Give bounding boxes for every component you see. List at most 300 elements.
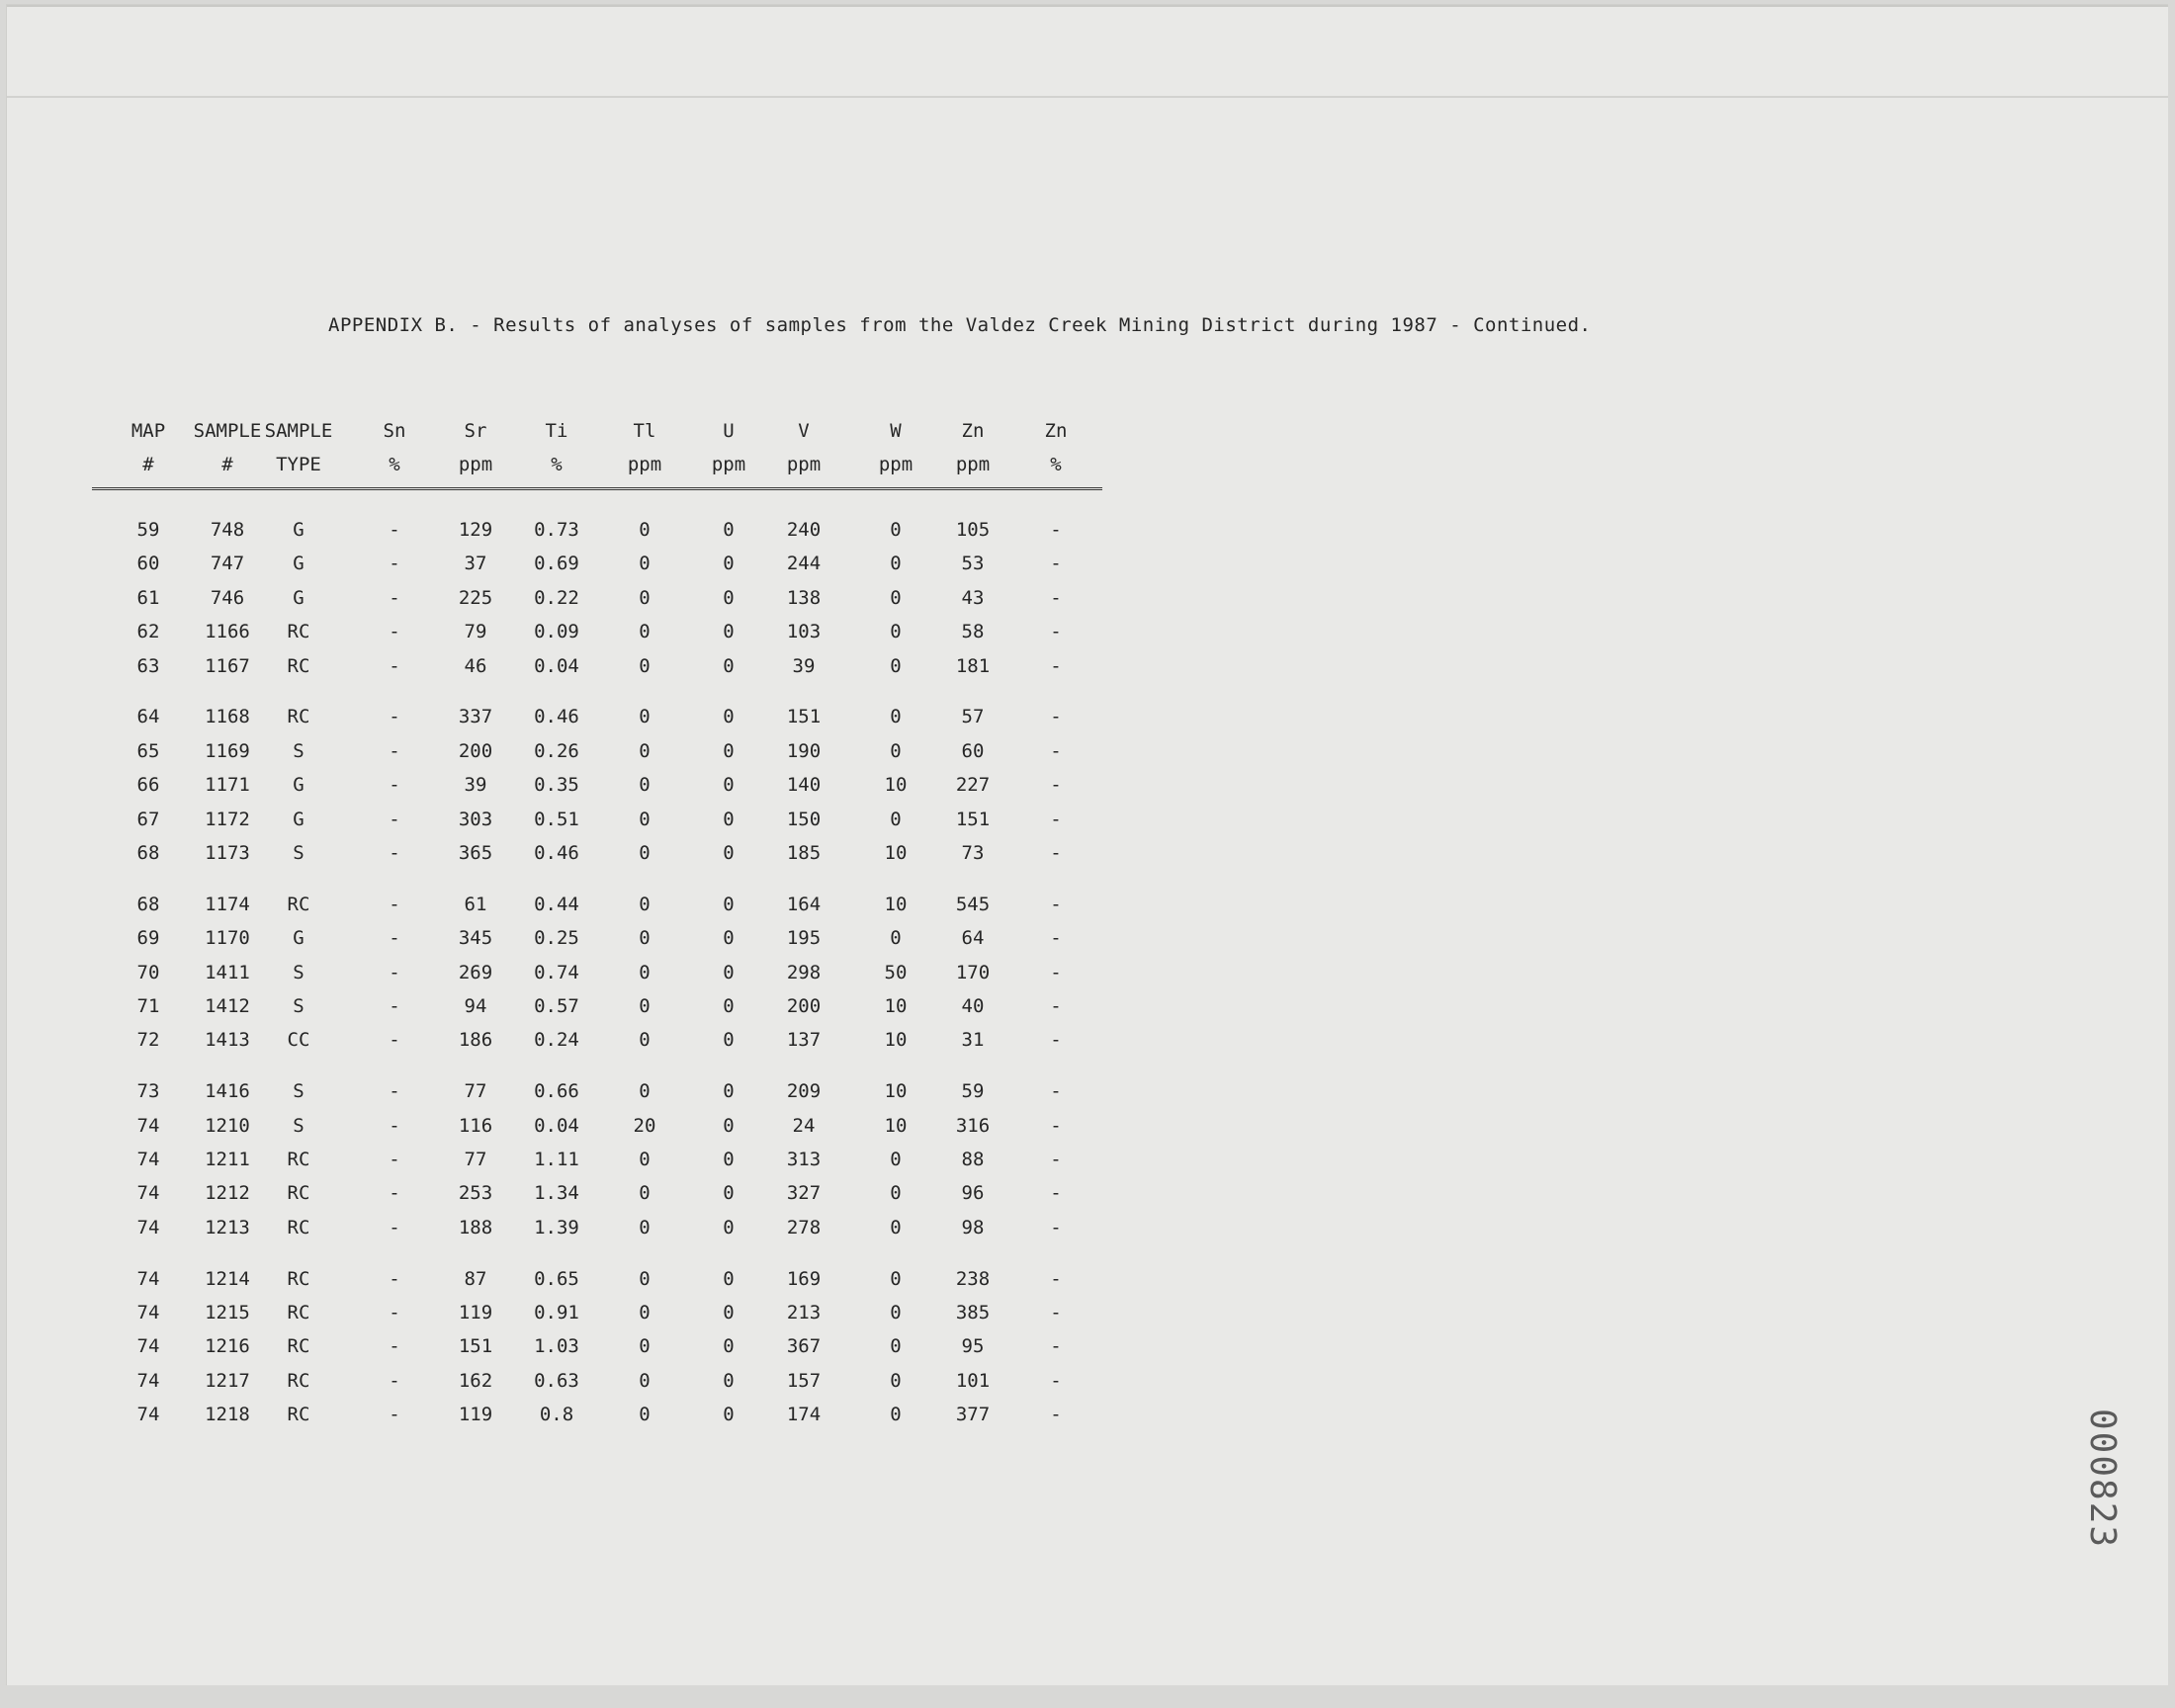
table-cell: - (1050, 1302, 1062, 1324)
table-cell: 0 (723, 706, 735, 728)
table-cell: 164 (786, 893, 822, 915)
column-header-top: SAMPLE (193, 420, 262, 442)
table-cell: 0.35 (534, 774, 579, 797)
table-cell: 1170 (205, 927, 250, 950)
table-cell: 0 (723, 1182, 735, 1205)
table-cell: 50 (884, 961, 908, 983)
table-cell: 278 (786, 1216, 822, 1238)
column-header-top: Zn (961, 420, 985, 442)
table-cell: 0 (890, 739, 902, 762)
table-cell: 0.51 (534, 808, 579, 830)
table-cell: - (1050, 1267, 1062, 1290)
table-cell: 138 (786, 586, 822, 609)
table-cell: 0 (723, 927, 735, 950)
table-cell: 190 (786, 739, 822, 762)
table-cell: 0 (723, 586, 735, 609)
table-cell: RC (287, 1149, 310, 1170)
table-cell: G (293, 519, 304, 541)
column-header-unit: TYPE (276, 454, 321, 475)
table-cell: 0.65 (534, 1267, 579, 1290)
table-cell: 1167 (205, 654, 250, 677)
table-cell: 0 (890, 586, 902, 609)
table-cell: RC (287, 1267, 310, 1290)
table-cell: S (293, 739, 304, 762)
table-cell: - (389, 1404, 400, 1426)
table-cell: - (389, 519, 400, 541)
table-cell: 119 (458, 1302, 493, 1324)
column-header-top: Sr (464, 420, 487, 442)
table-cell: 1213 (205, 1216, 250, 1238)
table-cell: 186 (458, 1029, 493, 1052)
table-cell: 66 (136, 774, 160, 797)
table-cell: S (293, 1114, 304, 1137)
table-cell: 0.66 (534, 1080, 579, 1103)
table-cell: 1169 (205, 739, 250, 762)
table-cell: 77 (464, 1149, 487, 1170)
table-cell: 74 (136, 1404, 160, 1426)
table-cell: 74 (136, 1114, 160, 1137)
table-cell: 20 (633, 1114, 656, 1137)
table-cell: 0 (723, 774, 735, 797)
table-cell: 313 (786, 1149, 822, 1170)
table-cell: 39 (792, 654, 816, 677)
table-cell: 151 (955, 808, 991, 830)
table-cell: 0 (890, 1369, 902, 1392)
table-cell: - (1050, 1335, 1062, 1358)
table-cell: 74 (136, 1149, 160, 1170)
table-cell: 10 (884, 995, 908, 1017)
table-cell: 0 (723, 808, 735, 830)
table-cell: 10 (884, 893, 908, 915)
table-cell: 140 (786, 774, 822, 797)
table-cell: 119 (458, 1404, 493, 1426)
table-cell: 1166 (205, 621, 250, 643)
table-cell: 0 (723, 1029, 735, 1052)
table-cell: 129 (458, 519, 493, 541)
table-cell: G (293, 927, 304, 950)
table-cell: 213 (786, 1302, 822, 1324)
table-cell: 69 (136, 927, 160, 950)
table-cell: 1416 (205, 1080, 250, 1103)
table-cell: 269 (458, 961, 493, 983)
table-cell: 0 (890, 621, 902, 643)
table-cell: 0 (890, 808, 902, 830)
table-cell: 0 (890, 1216, 902, 1238)
table-cell: 0 (639, 1080, 651, 1103)
table-cell: 0 (639, 706, 651, 728)
table-cell: 79 (464, 621, 487, 643)
table-cell: 1217 (205, 1369, 250, 1392)
table-cell: 10 (884, 774, 908, 797)
table-cell: 72 (136, 1029, 160, 1052)
column-header-top: Ti (545, 420, 568, 442)
table-cell: 1.03 (534, 1335, 579, 1358)
table-cell: 67 (136, 808, 160, 830)
table-cell: S (293, 1080, 304, 1103)
page-title: APPENDIX B. - Results of analyses of samples from the Valdez Creek Mining District during 1987 - Continued. (328, 314, 1592, 336)
table-cell: 58 (961, 621, 985, 643)
table-cell: 0 (723, 739, 735, 762)
table-cell: - (1050, 1182, 1062, 1205)
table-cell: 1214 (205, 1267, 250, 1290)
table-cell: 0.63 (534, 1369, 579, 1392)
table-cell: 96 (961, 1182, 985, 1205)
table-cell: 74 (136, 1335, 160, 1358)
table-cell: G (293, 586, 304, 609)
table-cell: 151 (458, 1335, 493, 1358)
table-cell: 162 (458, 1369, 493, 1392)
table-cell: 73 (961, 842, 985, 864)
table-cell: 1.11 (534, 1149, 579, 1170)
table-cell: 1.39 (534, 1216, 579, 1238)
table-cell: - (1050, 995, 1062, 1017)
table-cell: 74 (136, 1182, 160, 1205)
table-cell: 1172 (205, 808, 250, 830)
table-cell: 70 (136, 961, 160, 983)
table-cell: 59 (961, 1080, 985, 1103)
table-cell: 0 (723, 1267, 735, 1290)
table-cell: 0.74 (534, 961, 579, 983)
table-cell: RC (287, 654, 310, 677)
table-cell: 0.73 (534, 519, 579, 541)
table-cell: 0.8 (539, 1404, 574, 1426)
table-cell: 59 (136, 519, 160, 541)
table-cell: 10 (884, 1080, 908, 1103)
table-cell: 103 (786, 621, 822, 643)
column-header-top: Sn (383, 420, 406, 442)
table-cell: 0 (639, 774, 651, 797)
table-cell: 0 (723, 553, 735, 575)
column-header-unit: ppm (711, 454, 746, 475)
column-header-unit: # (221, 454, 233, 475)
table-cell: - (389, 961, 400, 983)
table-cell: - (1050, 1114, 1062, 1137)
table-cell: 0.09 (534, 621, 579, 643)
table-cell: 0.04 (534, 1114, 579, 1137)
table-cell: 0.26 (534, 739, 579, 762)
table-cell: 68 (136, 893, 160, 915)
table-cell: 10 (884, 1114, 908, 1137)
table-cell: - (1050, 893, 1062, 915)
column-header-top: MAP (130, 420, 166, 442)
table-cell: RC (287, 893, 310, 915)
table-cell: 0 (723, 1404, 735, 1426)
table-cell: - (389, 706, 400, 728)
column-header-top: Zn (1044, 420, 1068, 442)
table-cell: - (389, 739, 400, 762)
table-cell: 337 (458, 706, 493, 728)
table-cell: 46 (464, 654, 487, 677)
table-cell: 0 (639, 586, 651, 609)
table-cell: 74 (136, 1267, 160, 1290)
table-cell: 0.22 (534, 586, 579, 609)
column-header-unit: ppm (878, 454, 914, 475)
table-cell: 0.44 (534, 893, 579, 915)
table-cell: 0 (639, 842, 651, 864)
table-cell: 0 (723, 1369, 735, 1392)
table-cell: 65 (136, 739, 160, 762)
table-cell: 0 (639, 1267, 651, 1290)
column-header-unit: % (389, 454, 400, 475)
table-cell: 10 (884, 1029, 908, 1052)
table-cell: 0 (890, 1404, 902, 1426)
table-cell: - (1050, 586, 1062, 609)
table-cell: - (1050, 961, 1062, 983)
table-cell: 88 (961, 1149, 985, 1170)
table-cell: 157 (786, 1369, 822, 1392)
table-cell: - (1050, 808, 1062, 830)
table-cell: 225 (458, 586, 493, 609)
table-cell: 1212 (205, 1182, 250, 1205)
table-cell: - (1050, 1149, 1062, 1170)
column-header-unit: ppm (955, 454, 991, 475)
table-cell: - (1050, 739, 1062, 762)
table-cell: 0 (639, 995, 651, 1017)
table-cell: 0 (639, 553, 651, 575)
table-cell: 0 (639, 1369, 651, 1392)
table-cell: 64 (136, 706, 160, 728)
table-cell: 74 (136, 1216, 160, 1238)
table-cell: 24 (792, 1114, 816, 1137)
table-cell: RC (287, 706, 310, 728)
table-cell: RC (287, 1182, 310, 1205)
table-cell: 0 (890, 1182, 902, 1205)
table-cell: 0 (639, 519, 651, 541)
table-cell: 62 (136, 621, 160, 643)
results-table (7, 5, 2168, 1685)
table-cell: 244 (786, 553, 822, 575)
table-cell: - (389, 995, 400, 1017)
table-cell: 150 (786, 808, 822, 830)
page-stamp: 000823 (2082, 1409, 2123, 1550)
table-cell: 0 (723, 1149, 735, 1170)
table-cell: G (293, 553, 304, 575)
document-page (6, 4, 2168, 1685)
table-cell: - (389, 1216, 400, 1238)
table-cell: 137 (786, 1029, 822, 1052)
table-cell: 0 (890, 927, 902, 950)
table-cell: 188 (458, 1216, 493, 1238)
column-header-top: Tl (633, 420, 656, 442)
table-cell: 0 (723, 1216, 735, 1238)
table-cell: 1.34 (534, 1182, 579, 1205)
table-cell: 0 (639, 1182, 651, 1205)
table-cell: 0 (890, 1302, 902, 1324)
table-cell: 0 (639, 1404, 651, 1426)
table-cell: 74 (136, 1302, 160, 1324)
table-cell: - (1050, 1369, 1062, 1392)
table-cell: 101 (955, 1369, 991, 1392)
table-cell: G (293, 774, 304, 797)
table-cell: 747 (210, 553, 245, 575)
table-cell: - (1050, 1216, 1062, 1238)
table-cell: 0 (723, 995, 735, 1017)
table-cell: 0 (639, 1302, 651, 1324)
table-cell: 0.91 (534, 1302, 579, 1324)
table-cell: 181 (955, 654, 991, 677)
table-cell: 39 (464, 774, 487, 797)
table-cell: 195 (786, 927, 822, 950)
table-cell: S (293, 842, 304, 864)
table-cell: 74 (136, 1369, 160, 1392)
table-cell: 0 (639, 739, 651, 762)
table-cell: 0.46 (534, 706, 579, 728)
table-cell: 0 (723, 519, 735, 541)
table-cell: - (389, 1267, 400, 1290)
table-cell: 60 (961, 739, 985, 762)
column-header-unit: ppm (786, 454, 822, 475)
table-cell: 1168 (205, 706, 250, 728)
table-cell: 200 (786, 995, 822, 1017)
table-cell: 0 (723, 654, 735, 677)
column-header-top: U (723, 420, 735, 442)
table-cell: 748 (210, 519, 245, 541)
table-cell: 1173 (205, 842, 250, 864)
table-cell: 365 (458, 842, 493, 864)
table-cell: 0 (723, 842, 735, 864)
table-cell: 116 (458, 1114, 493, 1137)
table-cell: 1174 (205, 893, 250, 915)
table-cell: S (293, 995, 304, 1017)
column-header-top: SAMPLE (264, 420, 333, 442)
table-cell: 1211 (205, 1149, 250, 1170)
table-cell: - (1050, 654, 1062, 677)
table-cell: 151 (786, 706, 822, 728)
table-cell: 0.57 (534, 995, 579, 1017)
table-cell: RC (287, 621, 310, 643)
table-cell: - (389, 893, 400, 915)
table-cell: 31 (961, 1029, 985, 1052)
table-cell: 1412 (205, 995, 250, 1017)
table-cell: 94 (464, 995, 487, 1017)
table-cell: 0 (639, 621, 651, 643)
table-cell: 37 (464, 553, 487, 575)
table-cell: 0 (639, 654, 651, 677)
table-cell: - (1050, 1029, 1062, 1052)
table-cell: 61 (464, 893, 487, 915)
table-cell: 345 (458, 927, 493, 950)
table-cell: 0.25 (534, 927, 579, 950)
table-cell: - (389, 1302, 400, 1324)
table-cell: 105 (955, 519, 991, 541)
table-cell: G (293, 808, 304, 830)
table-cell: 0 (890, 519, 902, 541)
table-cell: 0 (723, 1080, 735, 1103)
table-cell: 238 (955, 1267, 991, 1290)
table-cell: 0 (639, 808, 651, 830)
table-cell: 0.46 (534, 842, 579, 864)
table-cell: 68 (136, 842, 160, 864)
table-cell: 71 (136, 995, 160, 1017)
table-cell: RC (287, 1335, 310, 1358)
table-cell: 240 (786, 519, 822, 541)
table-cell: 327 (786, 1182, 822, 1205)
table-cell: 1411 (205, 961, 250, 983)
table-cell: 1413 (205, 1029, 250, 1052)
table-cell: - (389, 1369, 400, 1392)
table-cell: 57 (961, 706, 985, 728)
table-cell: 0 (639, 961, 651, 983)
table-cell: 0 (890, 1149, 902, 1170)
table-cell: - (1050, 553, 1062, 575)
table-cell: 209 (786, 1080, 822, 1103)
table-cell: 0 (890, 706, 902, 728)
table-cell: 1210 (205, 1114, 250, 1137)
table-cell: 0.24 (534, 1029, 579, 1052)
table-cell: RC (287, 1404, 310, 1426)
table-cell: - (1050, 774, 1062, 797)
table-cell: 0 (890, 553, 902, 575)
table-cell: 0.69 (534, 553, 579, 575)
table-cell: 200 (458, 739, 493, 762)
table-cell: 1171 (205, 774, 250, 797)
table-cell: 87 (464, 1267, 487, 1290)
table-cell: 298 (786, 961, 822, 983)
table-cell: - (389, 842, 400, 864)
table-cell: 53 (961, 553, 985, 575)
table-cell: 0 (723, 1335, 735, 1358)
table-cell: 545 (955, 893, 991, 915)
table-cell: 385 (955, 1302, 991, 1324)
table-cell: 98 (961, 1216, 985, 1238)
table-cell: 63 (136, 654, 160, 677)
table-cell: 60 (136, 553, 160, 575)
table-cell: - (1050, 706, 1062, 728)
table-cell: 0 (723, 621, 735, 643)
table-cell: - (389, 621, 400, 643)
table-cell: S (293, 961, 304, 983)
column-header-unit: ppm (627, 454, 662, 475)
column-header-unit: % (1050, 454, 1062, 475)
table-cell: 10 (884, 842, 908, 864)
table-cell: - (389, 1149, 400, 1170)
table-cell: 303 (458, 808, 493, 830)
table-cell: 0 (723, 1302, 735, 1324)
table-cell: 185 (786, 842, 822, 864)
table-cell: 95 (961, 1335, 985, 1358)
column-header-top: W (890, 420, 902, 442)
table-cell: 316 (955, 1114, 991, 1137)
table-cell: RC (287, 1216, 310, 1238)
table-cell: - (1050, 621, 1062, 643)
table-cell: 0 (890, 654, 902, 677)
table-cell: - (1050, 519, 1062, 541)
table-cell: 0 (723, 961, 735, 983)
table-cell: 73 (136, 1080, 160, 1103)
column-header-unit: ppm (458, 454, 493, 475)
table-cell: 1216 (205, 1335, 250, 1358)
table-cell: - (1050, 1080, 1062, 1103)
table-cell: - (389, 553, 400, 575)
table-cell: 0 (723, 893, 735, 915)
table-cell: - (389, 927, 400, 950)
table-cell: 0 (639, 893, 651, 915)
table-cell: 377 (955, 1404, 991, 1426)
table-cell: - (389, 1182, 400, 1205)
table-cell: - (389, 1114, 400, 1137)
table-cell: 746 (210, 586, 245, 609)
table-cell: 0 (639, 1335, 651, 1358)
table-cell: 64 (961, 927, 985, 950)
table-cell: 43 (961, 586, 985, 609)
table-cell: - (389, 1029, 400, 1052)
table-cell: - (1050, 927, 1062, 950)
header-rule (92, 487, 1102, 490)
table-cell: 0 (639, 1149, 651, 1170)
table-cell: 174 (786, 1404, 822, 1426)
table-cell: - (389, 808, 400, 830)
table-cell: RC (287, 1302, 310, 1324)
